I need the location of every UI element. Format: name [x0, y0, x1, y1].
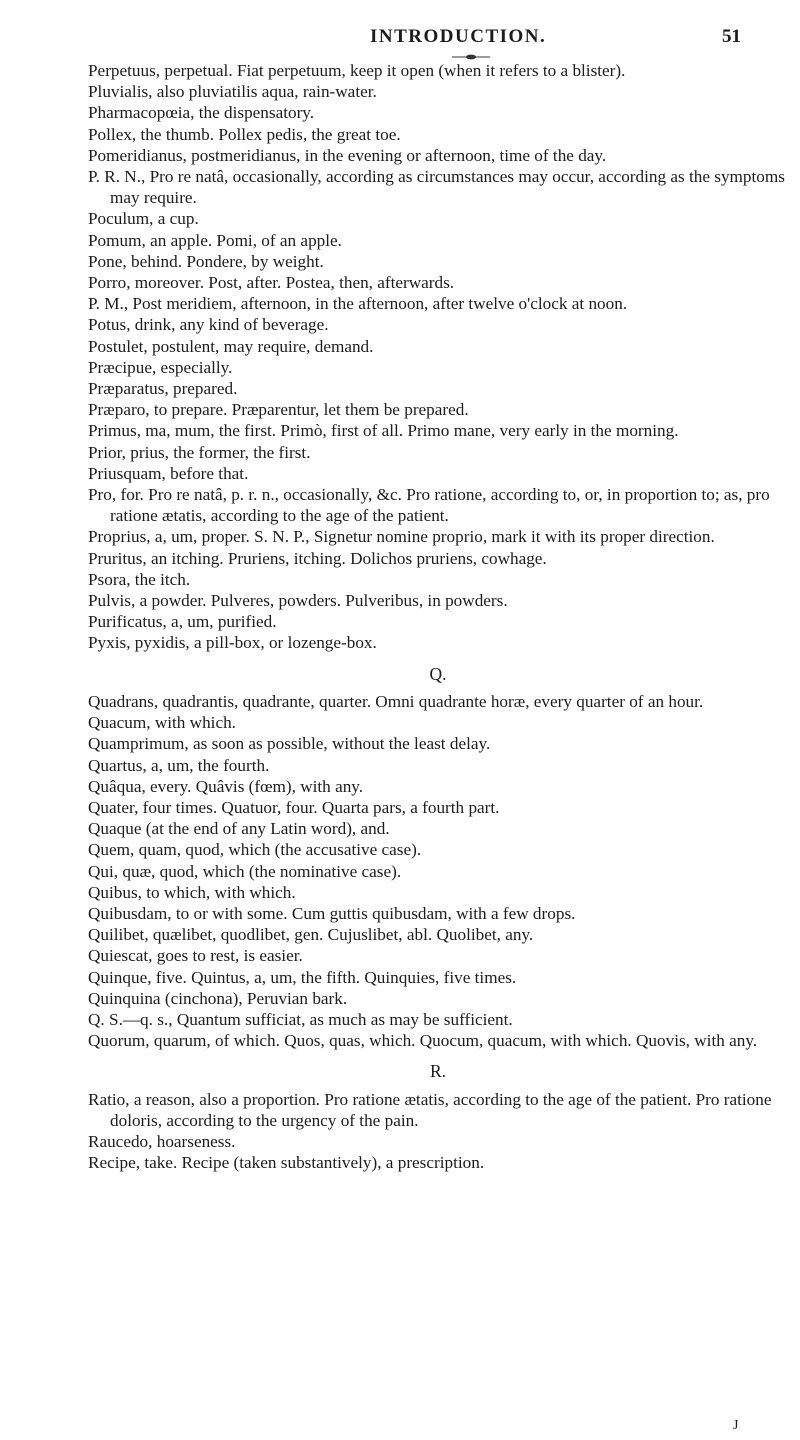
dictionary-entry: Præcipue, especially.	[88, 357, 233, 377]
dictionary-entry: Pro, for. Pro re natâ, p. r. n., occasionally, &c. Pro ratione, according to, or, in proportion to; as, pro ratione ætatis, according to the age of the patient.	[88, 485, 770, 526]
section-heading-r: R.	[429, 1061, 447, 1082]
dictionary-entry: Postulet, postulent, may require, demand.	[88, 336, 374, 356]
dictionary-entry: Pyxis, pyxidis, a pill-box, or lozenge-box.	[88, 633, 377, 653]
dictionary-entry: Quorum, quarum, of which. Quos, quas, which. Quocum, quacum, with which. Quovis, with any.	[88, 1031, 758, 1051]
dictionary-entry: Poculum, a cup.	[88, 209, 199, 229]
dictionary-entry: Pomeridianus, postmeridianus, in the evening or afternoon, time of the day.	[88, 145, 607, 165]
dictionary-entry: Pomum, an apple. Pomi, of an apple.	[88, 230, 342, 250]
dictionary-entry: Pulvis, a powder. Pulveres, powders. Pulveribus, in powders.	[88, 591, 508, 611]
entries-q	[88, 691, 788, 1051]
dictionary-entry: Quâqua, every. Quâvis (fœm), with any.	[88, 776, 364, 796]
dictionary-entry: Præparo, to prepare. Præparentur, let them be prepared.	[88, 400, 469, 420]
dictionary-entry: Proprius, a, um, proper. S. N. P., Signetur nomine proprio, mark it with its proper direction.	[88, 527, 715, 547]
running-title: INTRODUCTION.	[370, 26, 547, 47]
footer-mark: J	[733, 1418, 739, 1433]
dictionary-entry: Pluvialis, also pluviatilis aqua, rain-water.	[88, 82, 377, 102]
dictionary-entry: Quem, quam, quod, which (the accusative case).	[88, 840, 422, 860]
dictionary-entry: Quartus, a, um, the fourth.	[88, 755, 270, 775]
dictionary-entry: Quibusdam, to or with some. Cum guttis quibusdam, with a few drops.	[88, 903, 576, 923]
dictionary-entry: Primus, ma, mum, the first. Primò, first of all. Primo mane, very early in the morning.	[88, 421, 679, 441]
dictionary-entry: Recipe, take. Recipe (taken substantively), a prescription.	[88, 1153, 485, 1173]
dictionary-entry: Pollex, the thumb. Pollex pedis, the great toe.	[88, 124, 401, 144]
entries-r	[88, 1089, 788, 1174]
page-number: 51	[722, 26, 741, 47]
dictionary-entry: Ratio, a reason, also a proportion. Pro ratione ætatis, according to the age of the patient. Pro ratione doloris, according to the urgency of the pain.	[88, 1089, 772, 1130]
dictionary-entry: Perpetuus, perpetual. Fiat perpetuum, keep it open (when it refers to a blister).	[88, 61, 626, 80]
dictionary-entry: Qui, quæ, quod, which (the nominative case).	[88, 861, 402, 881]
running-head	[0, 14, 800, 48]
dictionary-entry: Præparatus, prepared.	[88, 379, 238, 399]
dictionary-entry: Quinque, five. Quintus, a, um, the fifth. Quinquies, five times.	[88, 967, 517, 987]
dictionary-entry: Purificatus, a, um, purified.	[88, 612, 277, 632]
dictionary-entry: Quaque (at the end of any Latin word), and.	[88, 819, 390, 839]
dictionary-entry: Pharmacopœia, the dispensatory.	[88, 103, 315, 123]
dictionary-entry: Quiescat, goes to rest, is easier.	[88, 946, 303, 966]
dictionary-entry: Pruritus, an itching. Pruriens, itching. Dolichos pruriens, cowhage.	[88, 548, 547, 568]
dictionary-entry: Quinquina (cinchona), Peruvian bark.	[88, 988, 348, 1008]
dictionary-entry: Quamprimum, as soon as possible, without the least delay.	[88, 734, 491, 754]
dictionary-entry: Psora, the itch.	[88, 569, 191, 589]
dictionary-entry: Quacum, with which.	[88, 713, 236, 733]
entries-p	[88, 60, 788, 654]
dictionary-entry: Pone, behind. Pondere, by weight.	[88, 251, 324, 271]
dictionary-entry: Porro, moreover. Post, after. Postea, then, afterwards.	[88, 273, 455, 293]
dictionary-entry: P. M., Post meridiem, afternoon, in the afternoon, after twelve o'clock at noon.	[88, 294, 628, 314]
dictionary-text	[88, 60, 788, 1173]
section-heading-q: Q.	[429, 663, 447, 684]
dictionary-entry: Priusquam, before that.	[88, 463, 249, 483]
dictionary-entry: Quadrans, quadrantis, quadrante, quarter. Omni quadrante horæ, every quarter of an hour.	[88, 691, 704, 711]
dictionary-entry: Quibus, to which, with which.	[88, 882, 296, 902]
dictionary-entry: Potus, drink, any kind of beverage.	[88, 315, 329, 335]
dictionary-entry: Quater, four times. Quatuor, four. Quarta pars, a fourth part.	[88, 797, 500, 817]
dictionary-entry: Prior, prius, the former, the first.	[88, 442, 311, 462]
dictionary-entry: P. R. N., Pro re natâ, occasionally, according as circumstances may occur, according as the symptoms may require.	[88, 167, 785, 208]
dictionary-entry: Q. S.—q. s., Quantum sufficiat, as much as may be sufficient.	[88, 1009, 513, 1029]
dictionary-entry: Raucedo, hoarseness.	[88, 1131, 236, 1151]
dictionary-entry: Quilibet, quælibet, quodlibet, gen. Cujuslibet, abl. Quolibet, any.	[88, 925, 534, 945]
